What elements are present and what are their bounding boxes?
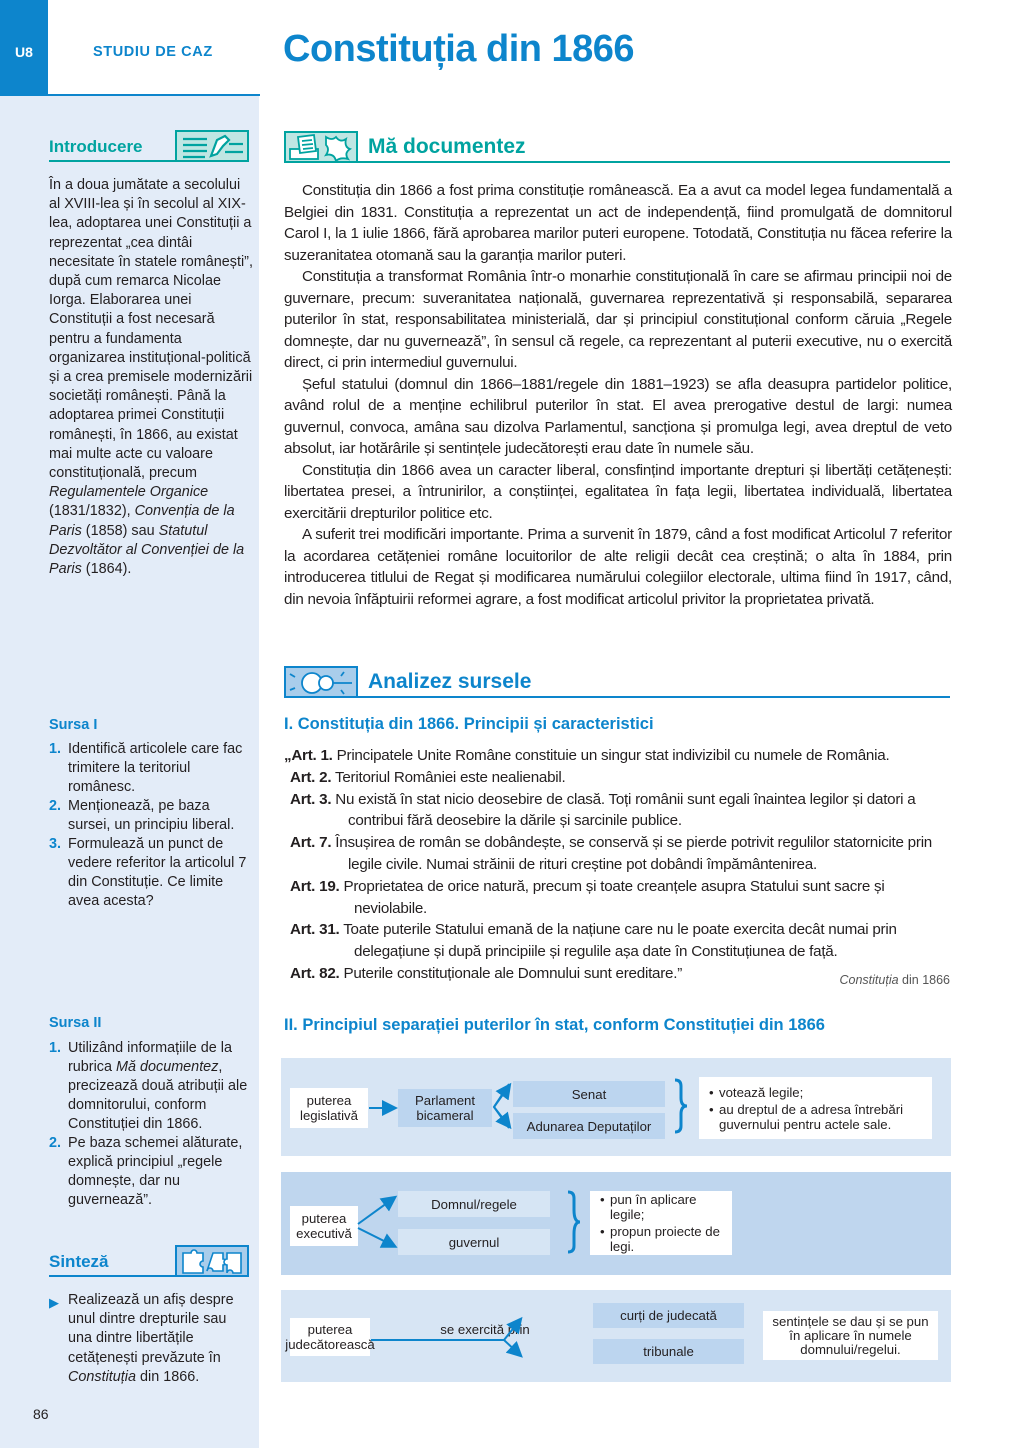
deputies-box: Adunarea Deputaților <box>513 1113 665 1139</box>
sinteza-task: ▶ Realizează un afiș despre unul dintre drepturile sau una dintre libertățile cetățenești prevăzute în Constituția din 1866. <box>49 1292 234 1385</box>
paragraph: Constituția din 1866 avea un caracter liberal, consfințind importante drepturi și libertăți cetățenești: libertatea presei, a întrunirilor, a conștiinței, egalitatea în fața legii, libertatea individuală, libertatea exercitării drepturilor politice etc. <box>284 461 952 522</box>
role-item: • votează legile; <box>709 1085 932 1100</box>
source-1-title: I. Constituția din 1866. Principii și caracteristici <box>284 715 654 733</box>
unit-label: U8 <box>15 44 33 60</box>
sinteza-heading-label: Sinteză <box>49 1252 109 1271</box>
page-number: 86 <box>33 1406 49 1422</box>
judicial-power-box: puterea judecătorească <box>290 1318 370 1356</box>
government-box: guvernul <box>398 1229 550 1255</box>
courts-box: curți de judecată <box>593 1303 744 1328</box>
role-item: • propun proiecte de legi. <box>600 1224 732 1254</box>
intro-heading-label: Introducere <box>49 137 143 156</box>
role-item: • pun în aplicare legile; <box>600 1192 732 1222</box>
question-item: 3. Formulează un punct de vedere referitor la articolul 7 din Constituție. Ce limite avea acesta? <box>49 836 247 909</box>
article-item: Art. 3. Nu există în stat nicio deosebire de clasă. Toți românii sunt egali înaintea legilor și datori a contribui fără deosebire la dările și sarcinile publice. <box>290 790 916 830</box>
senate-box: Senat <box>513 1081 665 1107</box>
intro-text: În a doua jumătate a secolului al XVIII-lea și în secolul al XIX-lea, adoptarea unei Constituții a reprezentat „cea dintâi necesitate în statele românești”, după cum remarca Nicolae Iorga. Elaborarea unei Constituții a fost necesară pentru a fundamenta organizarea instituțional-politică și a crea premisele modernizării societăți românești. Până la adoptarea primei Constituții românești, în 1866, au existat mai multe acte cu valoare constituțională, precum Regulamentele Organice (1831/1832), Convenția de la Paris (1858) sau Statutul Dezvoltător al Convenției de la Paris (1864). <box>49 177 253 578</box>
page-title: Constituția din 1866 <box>283 28 635 70</box>
sursa-1-title: Sursa I <box>49 717 98 733</box>
analizez-heading-label: Analizez sursele <box>368 670 532 693</box>
paragraph: Șeful statului (domnul din 1866–1881/regele din 1881–1923) se afla deasupra partidelor politice, având rolul de a menține echilibrul puterilor în stat. El avea prerogative destul de largi: numea guvernul, convoca, amâna sau dizolva Parlamentul, sancționa și promulga legi, avea dreptul de veto absolut, iar hotărârile și sentințele judecătorești erau date în numele său. <box>284 375 952 457</box>
source-citation: Constituția din 1866 <box>839 973 950 987</box>
role-item: • au dreptul de a adresa întrebări guvernului pentru actele sale. <box>709 1102 932 1132</box>
exercised-through-label: se exercită prin <box>440 1321 530 1337</box>
tribunals-box: tribunale <box>593 1339 744 1364</box>
paragraph: Constituția a transformat România într-o monarhie constituțională în care se afirmau principii noi de guvernare, precum: suveranitatea națională, guvernarea reprezentativă și responsabilă, separarea puterilor în stat, responsabilitatea ministerială, dar și principiul constituțional conform căruia „Regele domnește, dar nu guvernează”, în sensul că regele, ca reprezentant al puterii executive, nu o exercită direct, ci prin intermediul guvernului. <box>284 268 952 371</box>
judicial-note-box: sentințele se dau și se pun în aplicare în numele domnului/regelui. <box>763 1311 938 1360</box>
sursa-2-title: Sursa II <box>49 1015 102 1031</box>
paragraph: Constituția din 1866 a fost prima constituție românească. Ea a avut ca model legea fundamentală a Belgiei din 1831. Constituția a reprezentat un act de independență, fiind promulgată de domnitorul Carol I, la 1 iulie 1866, fără aprobarea marilor puteri europene. Totodată, Constituția nu făcea referire la suzeranitatea otomană sau la garanția marilor puteri. <box>284 182 952 264</box>
executive-power-box: puterea executivă <box>290 1206 358 1246</box>
article-item: Art. 2. Teritoriul României este nealienabil. <box>290 768 566 786</box>
article-item: Art. 7. Însușirea de român se dobândește, se conservă și se pierde potrivit regulilor statornicite prin legile civile. Numai străinii de rituri creștine pot dobândi împământenirea. <box>290 834 933 873</box>
question-item: 1. Utilizând informațiile de la rubrica Mă documentez, precizează două atribuții ale domnitorului, conform Constituției din 1866. <box>49 1040 248 1132</box>
source-2-title: II. Principiul separației puterilor în stat, conform Constituției din 1866 <box>284 1016 825 1034</box>
triangle-right-icon: ▶ <box>49 1295 59 1310</box>
question-item: 2. Pe baza schemei alăturate, explică principiul „regele domnește, dar nu guvernează”. <box>49 1135 243 1208</box>
question-item: 2. Menționează, pe baza sursei, un principiu liberal. <box>49 798 235 833</box>
paragraph: A suferit trei modificări importante. Prima a survenit în 1879, când a fost modificat Articolul 7 referitor la acordarea cetățeniei române locuitorilor de alte religii decât cea creștină; o alta în 1884, prin introducerea titlului de Regat și modificarea numărului colegiilor electorale, ultima fiind în 1917, când, din nevoia înfăptuirii reformei agrare, a fost modificat articolul privitor la proprietatea privată. <box>284 526 952 608</box>
king-box: Domnul/regele <box>398 1191 550 1217</box>
article-item: Art. 19. Proprietatea de orice natură, precum și toate creanțele asupra Statului sunt sacre și neviolabile. <box>290 877 885 917</box>
section-label: STUDIU DE CAZ <box>93 44 213 60</box>
article-item: Art. 31. Toate puterile Statului emană de la națiune care nu le poate exercita decât numai prin delegațiune și după principiile și regulile așa date în Constituțiunea de față. <box>290 921 897 961</box>
article-item: Art. 82. Puterile constituționale ale Domnului sunt ereditare.” <box>290 964 683 982</box>
documentez-heading-label: Mă documentez <box>368 135 526 158</box>
question-item: 1. Identifică articolele care fac trimitere la teritoriul românesc. <box>49 741 243 795</box>
parliament-box: Parlament bicameral <box>398 1089 492 1127</box>
article-item: „Art. 1. Principatele Unite Române constituie un singur stat indivizibil cu numele de România. <box>284 747 890 764</box>
legislative-power-box: puterea legislativă <box>290 1088 368 1128</box>
